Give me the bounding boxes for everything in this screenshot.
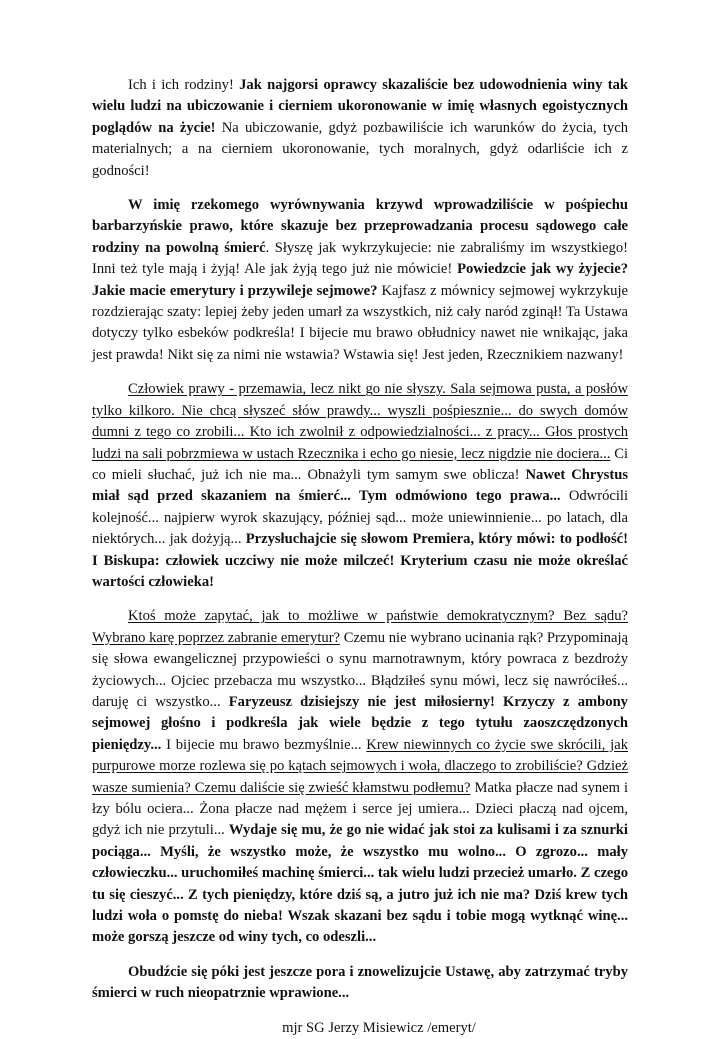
text-segment: Odwrócili kolejność... najpierw wyrok skazujący, później sąd... może uniewinnienie... po latach, dla niektórych... jak dożyją... [92, 488, 629, 548]
text-segment: Krew niewinnych co życie swe skrócili, jak purpurowe morze rozlewa się po kątach sejmowych i woła, dlaczego to zrobiliście? Gdzież wasze sumienia? Czemu daliście się zwieść kłamstwu podłemu? [92, 736, 628, 796]
paragraph-2 [92, 195, 628, 366]
text-segment: Ich i ich rodziny! [128, 77, 240, 93]
paragraph-5 [92, 962, 628, 1005]
text-segment: I bijecie mu brawo bezmyślnie... [161, 736, 367, 753]
text-segment: Ci co mieli słuchać, już ich nie ma... Obnażyli tym samym swe oblicza! [92, 445, 629, 483]
text-segment: Matka płacze nad synem i łzy bólu ociera... Żona płacze nad mężem i serce jej umiera... Dzieci płaczą nad ojcem, gdyż ich nie przytuli... [92, 779, 629, 839]
text-segment: Jak najgorsi oprawcy skazaliście bez udowodnienia winy tak wielu ludzi na ubiczowanie i cierniem ukoronowanie w imię własnych egoistycznych poglądów na życie! [92, 77, 628, 136]
text-segment: Ktoś może zapytać, jak to możliwe w państwie demokratycznym? Bez sądu? Wybrano karę poprzez zabranie emerytur? [92, 608, 628, 646]
text-segment: W imię rzekomego wyrównywania krzywd wprowadziliście w pośpiechu barbarzyńskie prawo, które skazuje bez przeprowadzania procesu sądowego całe rodziny na powolną śmierć [92, 197, 628, 256]
text-segment: Nawet Chrystus miał sąd przed skazaniem na śmierć... Tym odmówiono tego prawa... [92, 466, 628, 505]
signature: mjr SG Jerzy Misiewicz /emeryt/ [282, 1019, 476, 1036]
text-segment: Obudźcie się póki jest jeszcze pora i znowelizujcie Ustawę, aby zatrzymać tryby śmierci w ruch nieopatrznie wprawione... [92, 963, 628, 1002]
text-segment: Faryzeusz dzisiejszy nie jest miłosierny! Krzyczy z ambony sejmowej głośno i podkreśla jak wiele będzie z tego tytułu zaoszczędzonych pieniędzy... [92, 693, 628, 753]
text-segment: Człowiek prawy - przemawia, lecz nikt go nie słyszy. Sala sejmowa pusta, a posłów tylko kilkoro. Nie chcą słyszeć słów prawdy... wyszli pośpiesznie... do swych domów dumni z tego co zrobili... Kto ich zwolnił z odpowiedzialności... z pracy... Głos prostych ludzi na sali pobrzmiewa w ustach Rzecznika i echo go niesie, lecz nigdzie nie dociera... [92, 381, 628, 462]
text-segment: Przysłuchajcie się słowom Premiera, który mówi: to podłość! I Biskupa: człowiek uczciwy nie może milczeć! Kryterium czasu nie może określać wartości człowieka! [92, 531, 628, 590]
text-segment: Powiedzcie jak wy żyjecie? Jakie macie emerytury i przywileje sejmowe? [92, 261, 628, 299]
paragraph-4 [92, 606, 628, 949]
text-segment: Wydaje się mu, że go nie widać jak stoi za kulisami i za sznurki pociąga... Myśli, że wszystko może, że wszystko mu wolno... O zgrozo... mały człowieczku... uruchomiłeś machinę śmierci... tak wielu ludzi przecież umarło. Z czego tu się cieszyć... Z tych pieniędzy, które dziś są, a jutro już ich nie ma? Dziś krew tych ludzi woła o pomstę do nieba! Wszak skazani bez sądu i tobie mogą wytknąć winę... może gorszą jeszcze od winy tych, co odeszli... [92, 822, 628, 946]
text-segment: . Słyszę jak wykrzykujecie: nie zabraliśmy im wszystkiego! Inni też tyle mają i żyją! Ale jak żyją tego już nie mówicie! [92, 239, 628, 278]
paragraph-3 [92, 379, 628, 593]
paragraph-1 [92, 75, 628, 182]
text-segment: Czemu nie wybrano ucinania rąk? Przypominają się słowa ewangelicznej przypowieści o synu marnotrawnym, który powraca z bezdroży życiowych... Ojciec przebacza mu wszystko... Błądziłeś synu mówi, lecz się nawróciłeś... daruję ci wszystko... [92, 629, 628, 710]
text-segment: Kajfasz z mównicy sejmowej wykrzykuje rozdzierając szaty: lepiej żeby jeden umarł za wszystkich, niż cały naród zginął! Ta Ustawa dotyczy tylko esbeków podkreśla! I bijecie mu brawo obłudnicy nawet nie wnikając, jaka jest prawda! Nikt się za nimi nie wstawia? Wstawia się! Jest jeden, Rzecznikiem nazwany! [92, 282, 628, 363]
text-segment: Na ubiczowanie, gdyż pozbawiliście ich warunków do życia, tych materialnych; a na cierniem ukoronowanie, tych moralnych, gdyż odarliście ich z godności! [92, 119, 628, 179]
document-body [92, 75, 628, 1005]
